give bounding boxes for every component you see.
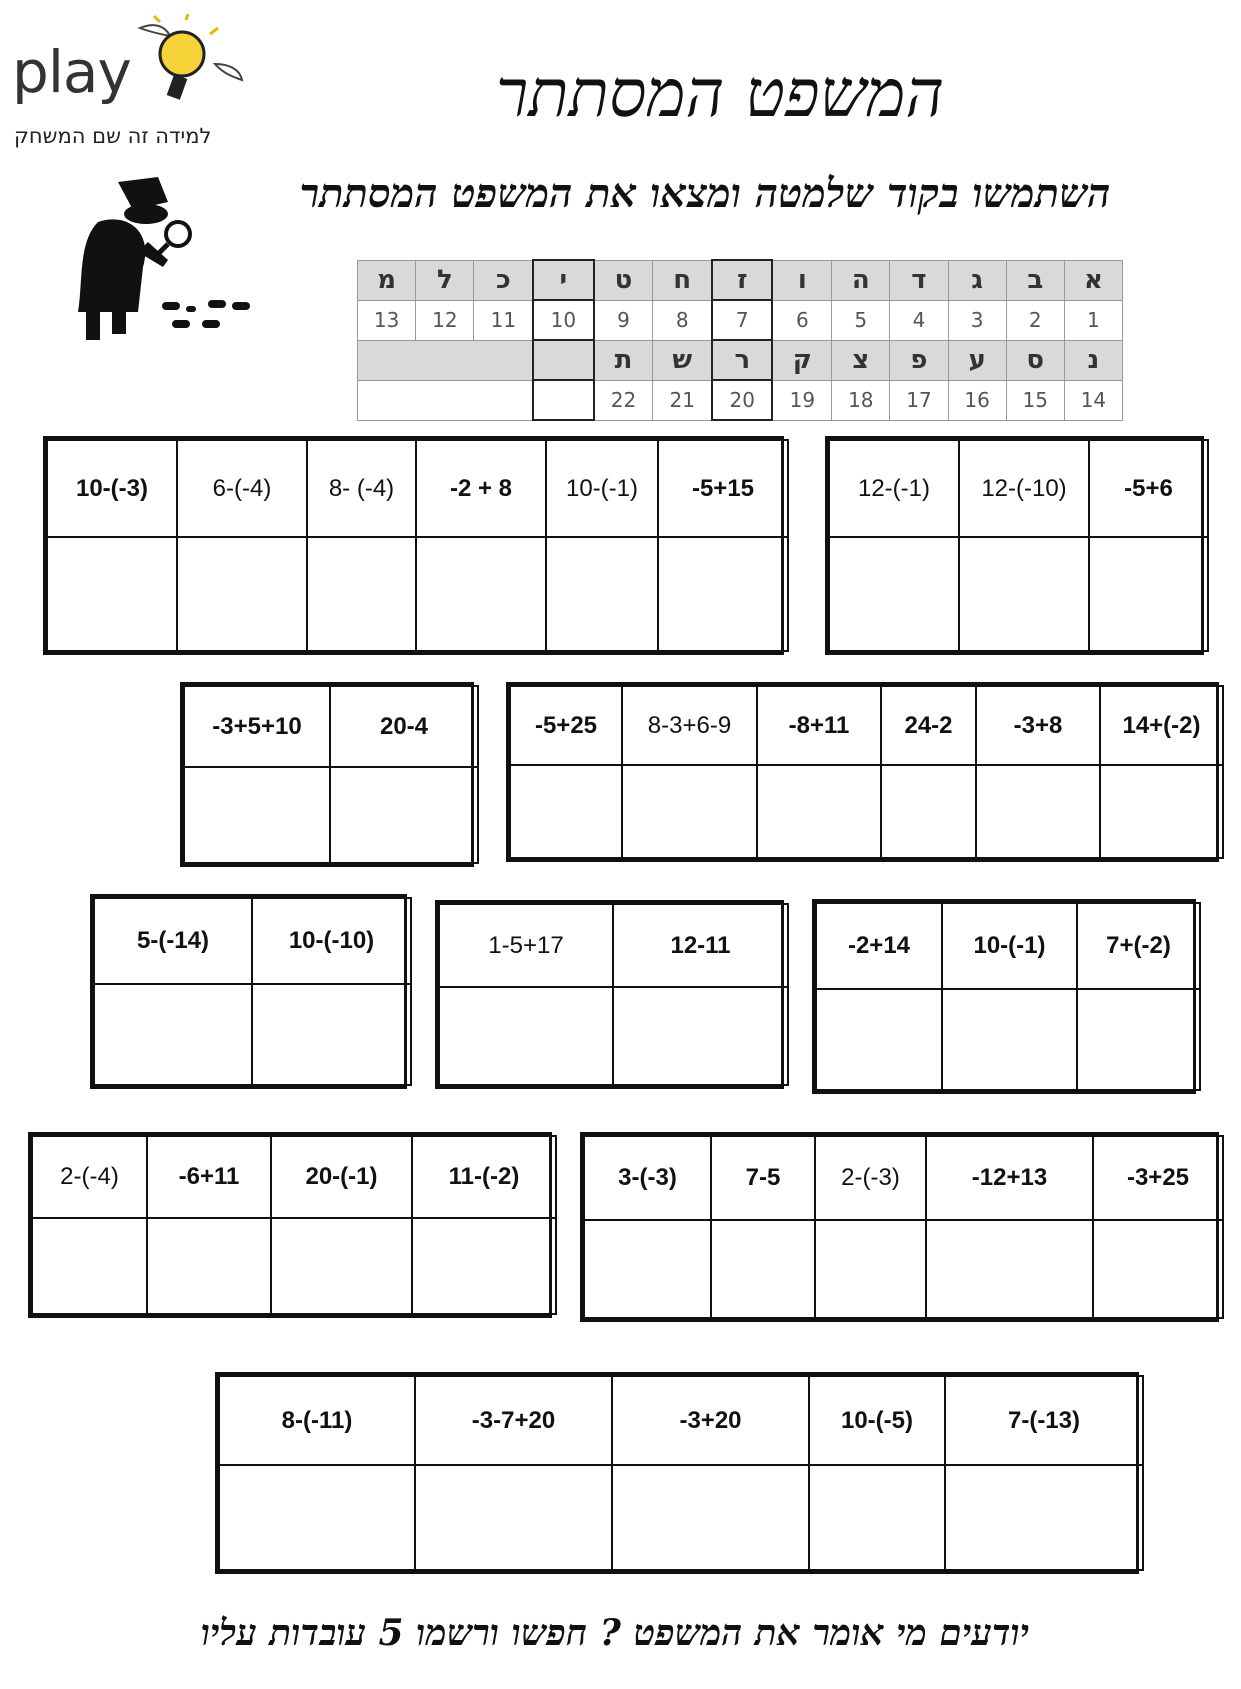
code-letter: ס (1006, 340, 1064, 380)
exercise-cell: 10-(-3) (47, 440, 177, 537)
code-letter: ב (1006, 260, 1064, 300)
answer-cell[interactable] (147, 1218, 271, 1314)
logo (12, 14, 242, 154)
code-number: 9 (594, 300, 653, 340)
code-number: 11 (474, 300, 533, 340)
code-number: 13 (358, 300, 416, 340)
code-number: 2 (1006, 300, 1064, 340)
answer-cell[interactable] (815, 1220, 926, 1318)
answer-cell[interactable] (32, 1218, 147, 1314)
exercise-row (94, 898, 411, 984)
logo-tagline: למידה זה שם המשחק (14, 124, 212, 148)
exercise-row (510, 686, 1223, 765)
code-letter: א (1064, 260, 1122, 300)
exercise-group (506, 682, 1219, 862)
code-number: 7 (712, 300, 772, 340)
exercise-cell: 5-(-14) (94, 898, 252, 984)
answer-row (584, 1220, 1223, 1318)
exercise-cell: -3+8 (976, 686, 1100, 765)
exercise-cell: 6-(-4) (177, 440, 307, 537)
exercise-cell: -3+25 (1093, 1136, 1223, 1220)
code-table (357, 259, 1123, 421)
code-letter: ת (594, 340, 653, 380)
code-number: 5 (832, 300, 890, 340)
answer-row (32, 1218, 556, 1314)
answer-row (510, 765, 1223, 858)
exercise-cell: 8-3+6-9 (622, 686, 757, 765)
code-letter: י (533, 260, 593, 300)
exercise-group (43, 436, 784, 655)
exercise-row (219, 1376, 1143, 1465)
exercise-cell: 24-2 (881, 686, 976, 765)
answer-row (829, 537, 1208, 651)
code-number: 17 (890, 380, 948, 420)
exercise-cell: 10-(-10) (252, 898, 411, 984)
answer-cell[interactable] (1089, 537, 1208, 651)
answer-cell[interactable] (271, 1218, 412, 1314)
code-number: 19 (772, 380, 831, 420)
code-number: 22 (594, 380, 653, 420)
exercise-cell: -6+11 (147, 1136, 271, 1218)
answer-cell[interactable] (584, 1220, 711, 1318)
code-letter: צ (832, 340, 890, 380)
exercise-cell: 20-(-1) (271, 1136, 412, 1218)
answer-cell[interactable] (439, 987, 613, 1085)
exercise-cell: 8- (-4) (307, 440, 416, 537)
exercise-cell: 11-(-2) (412, 1136, 556, 1218)
exercise-row (32, 1136, 556, 1218)
code-numbers-row-1 (358, 300, 1123, 340)
answer-cell[interactable] (416, 537, 546, 651)
exercise-cell: 2-(-4) (32, 1136, 147, 1218)
code-letter (533, 340, 593, 380)
exercise-row (47, 440, 788, 537)
code-letters-row-1 (358, 260, 1123, 300)
exercise-cell: 1-5+17 (439, 904, 613, 987)
exercise-cell: 12-(-10) (959, 440, 1089, 537)
answer-cell[interactable] (252, 984, 411, 1085)
code-number: 16 (948, 380, 1006, 420)
answer-cell[interactable] (976, 765, 1100, 858)
code-number: 18 (832, 380, 890, 420)
page-title: המשפט המסתתר (495, 55, 945, 132)
answer-cell[interactable] (942, 989, 1077, 1090)
answer-cell[interactable] (658, 537, 788, 651)
exercise-cell: -5+15 (658, 440, 788, 537)
answer-row (47, 537, 788, 651)
answer-row (219, 1465, 1143, 1570)
exercise-group (580, 1132, 1219, 1322)
code-number: 3 (948, 300, 1006, 340)
code-number: 12 (416, 300, 474, 340)
code-number: 20 (712, 380, 772, 420)
answer-cell[interactable] (1100, 765, 1223, 858)
exercise-cell: 8-(-11) (219, 1376, 415, 1465)
code-letter: ל (416, 260, 474, 300)
answer-row (439, 987, 788, 1085)
exercise-row (584, 1136, 1223, 1220)
exercise-cell: 10-(-5) (809, 1376, 945, 1465)
code-numbers-row-2 (358, 380, 1123, 420)
logo-word: play (12, 38, 131, 106)
answer-cell[interactable] (94, 984, 252, 1085)
answer-cell[interactable] (1077, 989, 1200, 1090)
code-number: 15 (1006, 380, 1064, 420)
exercise-cell: -2+14 (816, 903, 942, 989)
code-letter: ח (653, 260, 712, 300)
code-number: 14 (1064, 380, 1122, 420)
exercise-cell: -3-7+20 (415, 1376, 612, 1465)
answer-cell[interactable] (613, 987, 788, 1085)
exercise-group (90, 894, 407, 1089)
exercise-row (184, 686, 478, 767)
exercise-group (215, 1372, 1139, 1574)
code-letter: ה (832, 260, 890, 300)
exercise-cell: -3+20 (612, 1376, 809, 1465)
code-letter: ש (653, 340, 712, 380)
code-number (358, 380, 534, 420)
answer-row (816, 989, 1200, 1090)
exercise-cell: 12-11 (613, 904, 788, 987)
answer-cell[interactable] (622, 765, 757, 858)
code-letter: מ (358, 260, 416, 300)
code-letter: ג (948, 260, 1006, 300)
code-letter: פ (890, 340, 948, 380)
exercise-group (28, 1132, 552, 1318)
exercise-cell: 20-4 (330, 686, 478, 767)
exercise-cell: -2 + 8 (416, 440, 546, 537)
exercise-row (439, 904, 788, 987)
answer-cell[interactable] (510, 765, 622, 858)
answer-cell[interactable] (612, 1465, 809, 1570)
code-letter: ז (712, 260, 772, 300)
footer-instructions: יודעים מי אומר את המשפט ? חפשו ורשמו 5 עובדות עליו (200, 1612, 1030, 1654)
answer-row (184, 767, 478, 863)
code-number: 4 (890, 300, 948, 340)
exercise-row (816, 903, 1200, 989)
exercise-cell: 10-(-1) (942, 903, 1077, 989)
exercise-cell: 7-5 (711, 1136, 815, 1220)
exercise-cell: 10-(-1) (546, 440, 658, 537)
code-letter: נ (1064, 340, 1122, 380)
exercise-cell: -12+13 (926, 1136, 1093, 1220)
exercise-group (435, 900, 784, 1089)
exercise-cell: -3+5+10 (184, 686, 330, 767)
answer-cell[interactable] (219, 1465, 415, 1570)
exercise-cell: -5+6 (1089, 440, 1208, 537)
answer-cell[interactable] (881, 765, 976, 858)
exercise-cell: 2-(-3) (815, 1136, 926, 1220)
answer-cell[interactable] (47, 537, 177, 651)
exercise-group (812, 899, 1196, 1094)
code-letter: ר (712, 340, 772, 380)
code-number: 6 (772, 300, 831, 340)
code-number: 21 (653, 380, 712, 420)
answer-row (94, 984, 411, 1085)
answer-cell[interactable] (757, 765, 881, 858)
answer-cell[interactable] (546, 537, 658, 651)
code-number (533, 380, 593, 420)
exercise-cell: 3-(-3) (584, 1136, 711, 1220)
answer-cell[interactable] (330, 767, 478, 863)
code-letter: ו (772, 260, 831, 300)
exercise-cell: -5+25 (510, 686, 622, 765)
code-number: 10 (533, 300, 593, 340)
code-letters-row-2 (358, 340, 1123, 380)
answer-cell[interactable] (926, 1220, 1093, 1318)
detective-icon (38, 172, 258, 342)
exercise-group (825, 436, 1204, 655)
code-letter: ד (890, 260, 948, 300)
code-letter (358, 340, 534, 380)
answer-cell[interactable] (945, 1465, 1143, 1570)
code-letter: כ (474, 260, 533, 300)
answer-cell[interactable] (809, 1465, 945, 1570)
answer-cell[interactable] (711, 1220, 815, 1318)
exercise-cell: 12-(-1) (829, 440, 959, 537)
exercise-cell: 7+(-2) (1077, 903, 1200, 989)
code-letter: ט (594, 260, 653, 300)
answer-cell[interactable] (1093, 1220, 1223, 1318)
lightbulb-icon (130, 14, 250, 114)
exercise-cell: -8+11 (757, 686, 881, 765)
answer-cell[interactable] (816, 989, 942, 1090)
answer-cell[interactable] (307, 537, 416, 651)
code-letter: ק (772, 340, 831, 380)
answer-cell[interactable] (829, 537, 959, 651)
answer-cell[interactable] (184, 767, 330, 863)
exercise-cell: 14+(-2) (1100, 686, 1223, 765)
answer-cell[interactable] (415, 1465, 612, 1570)
code-letter: ע (948, 340, 1006, 380)
instructions: השתמשו בקוד שלמטה ומצאו את המשפט המסתתר (299, 170, 1111, 217)
code-number: 1 (1064, 300, 1122, 340)
exercise-row (829, 440, 1208, 537)
exercise-group (180, 682, 474, 867)
exercise-cell: 7-(-13) (945, 1376, 1143, 1465)
code-number: 8 (653, 300, 712, 340)
answer-cell[interactable] (412, 1218, 556, 1314)
answer-cell[interactable] (177, 537, 307, 651)
answer-cell[interactable] (959, 537, 1089, 651)
